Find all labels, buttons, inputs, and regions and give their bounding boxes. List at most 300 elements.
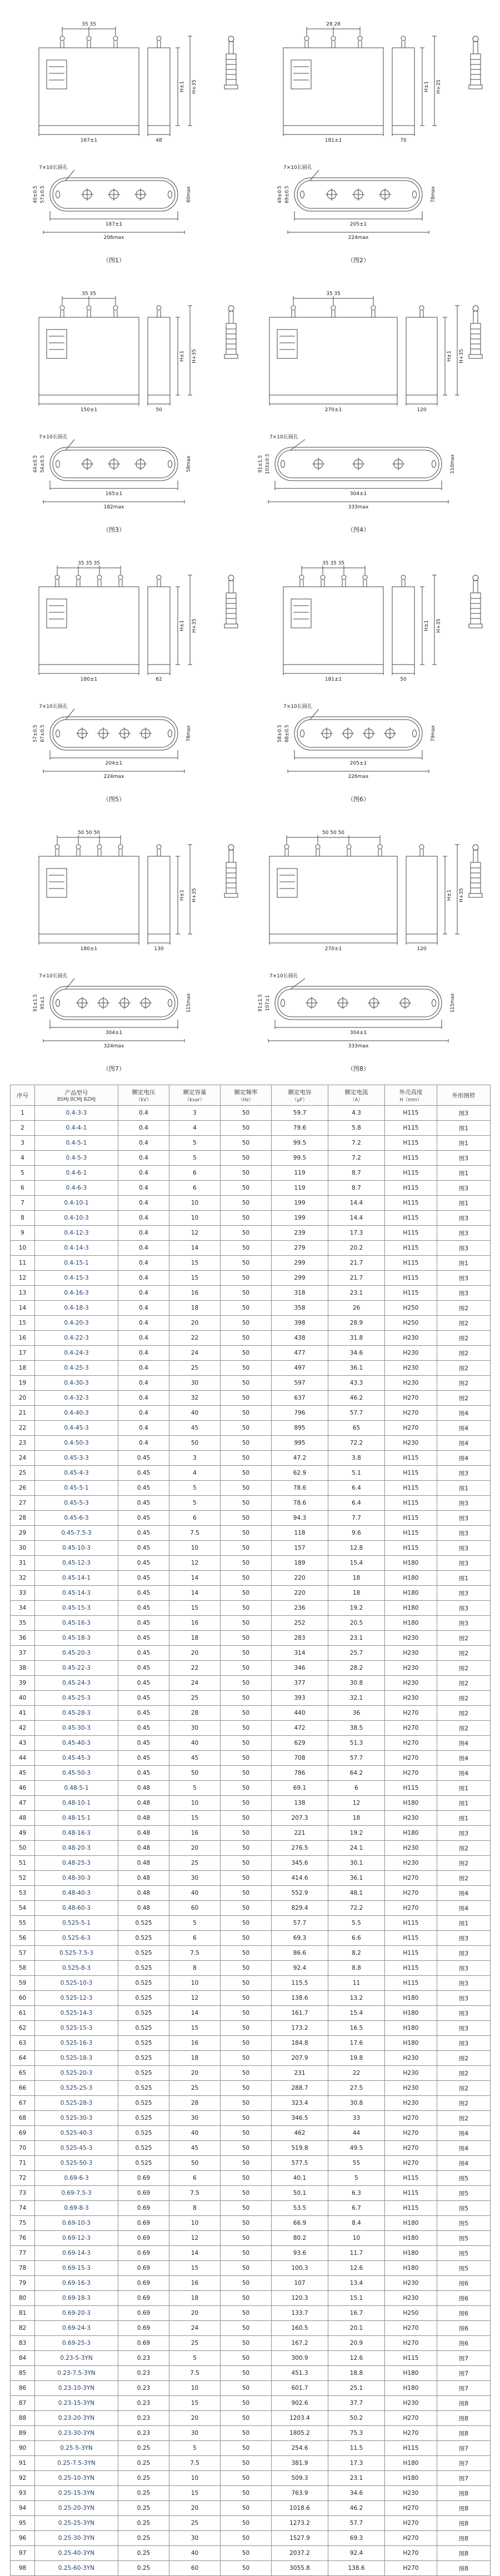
- cell-value: 236: [272, 1601, 328, 1616]
- cell-index: 74: [11, 2201, 35, 2216]
- cell-value: 6: [169, 2171, 221, 2186]
- cell-index: 69: [11, 2126, 35, 2141]
- cell-value: 0.525: [118, 2126, 169, 2141]
- cell-value: 45: [169, 1751, 221, 1766]
- cell-value: 637: [272, 1391, 328, 1406]
- cell-value: H180: [385, 2261, 437, 2276]
- cell-value: 28: [169, 2096, 221, 2111]
- cell-value: H230: [385, 1361, 437, 1376]
- cell-value: H230: [385, 2486, 437, 2501]
- cell-value: 0.23: [118, 2396, 169, 2411]
- figure-7: [6, 812, 244, 1076]
- table-row: [11, 2171, 491, 2186]
- cell-value: 18: [328, 1571, 385, 1586]
- svg-text:69±0.5: 69±0.5: [284, 186, 290, 203]
- cell-model: 0.69-25-3: [35, 2336, 118, 2351]
- cell-index: 46: [11, 1781, 35, 1796]
- cell-value: 0.4: [118, 1331, 169, 1346]
- svg-text:H±1: H±1: [424, 620, 429, 632]
- cell-value: 184.8: [272, 2036, 328, 2051]
- cell-value: 图4: [437, 2156, 491, 2171]
- svg-text:180±1: 180±1: [80, 946, 98, 952]
- cell-value: 15.4: [328, 1556, 385, 1571]
- svg-text:54±0.5: 54±0.5: [40, 455, 46, 473]
- cell-value: 160.5: [272, 2321, 328, 2336]
- figure-5: [6, 542, 244, 806]
- cell-value: 18.8: [328, 2366, 385, 2381]
- table-row: [11, 1256, 491, 1271]
- table-row: [11, 2021, 491, 2036]
- cell-value: 99.5: [272, 1136, 328, 1151]
- cell-value: 图5: [437, 2261, 491, 2276]
- cell-value: 25.1: [328, 2381, 385, 2396]
- svg-text:H+35: H+35: [436, 618, 442, 633]
- svg-text:60max: 60max: [186, 186, 192, 203]
- cell-value: 40: [169, 1886, 221, 1901]
- cell-value: 51.3: [328, 1736, 385, 1751]
- cell-value: 50: [221, 1436, 272, 1451]
- cell-value: 50: [221, 2231, 272, 2246]
- cell-value: 50: [221, 2396, 272, 2411]
- cell-value: 50: [221, 1541, 272, 1556]
- cell-value: 50: [221, 2111, 272, 2126]
- cell-index: 89: [11, 2426, 35, 2441]
- cell-value: 8.7: [328, 1181, 385, 1196]
- cell-value: 7.7: [328, 1511, 385, 1526]
- cell-index: 92: [11, 2471, 35, 2486]
- svg-text:333max: 333max: [348, 505, 369, 510]
- svg-text:H±1: H±1: [447, 350, 452, 362]
- cell-value: 50: [221, 1886, 272, 1901]
- cell-value: 50: [221, 1241, 272, 1256]
- cell-value: 451.3: [272, 2366, 328, 2381]
- cell-value: 377: [272, 1676, 328, 1691]
- cell-value: 9.6: [328, 1526, 385, 1541]
- svg-text:（图1）: （图1）: [103, 257, 125, 264]
- cell-value: 50: [221, 2561, 272, 2576]
- cell-value: 50: [221, 1796, 272, 1811]
- cell-value: 20: [169, 1316, 221, 1331]
- cell-value: 50: [221, 2546, 272, 2561]
- cell-value: 629: [272, 1736, 328, 1751]
- cell-index: 8: [11, 1211, 35, 1226]
- table-row: [11, 1841, 491, 1856]
- cell-value: 50: [221, 2366, 272, 2381]
- cell-value: 图3: [437, 1106, 491, 1121]
- cell-value: 72.2: [328, 1901, 385, 1916]
- table-row: [11, 1556, 491, 1571]
- cell-value: H270: [385, 2546, 437, 2561]
- table-row: [11, 2246, 491, 2261]
- cell-model: 0.525-40-3: [35, 2126, 118, 2141]
- cell-value: 图3: [437, 1556, 491, 1571]
- cell-model: 0.25-5-3YN: [35, 2441, 118, 2456]
- cell-value: H230: [385, 1631, 437, 1646]
- cell-value: 50: [221, 2516, 272, 2531]
- cell-value: 0.4: [118, 1136, 169, 1151]
- cell-value: 16: [169, 2036, 221, 2051]
- cell-value: 图4: [437, 1766, 491, 1781]
- cell-value: 50: [221, 2066, 272, 2081]
- cell-value: 18: [169, 2051, 221, 2066]
- cell-value: 20.5: [328, 1616, 385, 1631]
- cell-value: 252: [272, 1616, 328, 1631]
- svg-text:181±1: 181±1: [324, 677, 342, 682]
- cell-value: H230: [385, 1376, 437, 1391]
- cell-index: 78: [11, 2261, 35, 2276]
- cell-value: H115: [385, 1196, 437, 1211]
- cell-value: 12: [169, 1991, 221, 2006]
- cell-value: 0.45: [118, 1646, 169, 1661]
- cell-value: 7.5: [169, 2186, 221, 2201]
- cell-value: H230: [385, 2051, 437, 2066]
- table-row: [11, 1976, 491, 1991]
- cell-value: 图2: [437, 1391, 491, 1406]
- svg-text:224max: 224max: [103, 774, 124, 780]
- svg-text:58±0.5: 58±0.5: [277, 725, 283, 742]
- cell-value: H270: [385, 2141, 437, 2156]
- cell-value: 图7: [437, 2366, 491, 2381]
- col-header-4: 额定容量 （kvar）: [169, 1085, 221, 1106]
- cell-value: 45: [169, 2141, 221, 2156]
- cell-value: 0.48: [118, 1781, 169, 1796]
- table-row: [11, 1721, 491, 1736]
- cell-model: 0.23-5-3YN: [35, 2351, 118, 2366]
- cell-model: 0.48-5-1: [35, 1781, 118, 1796]
- cell-value: 50: [221, 1136, 272, 1151]
- cell-value: 40: [169, 1736, 221, 1751]
- cell-value: 5.5: [328, 1916, 385, 1931]
- table-row: [11, 2546, 491, 2561]
- cell-index: 36: [11, 1631, 35, 1646]
- cell-value: 24: [169, 2321, 221, 2336]
- cell-value: 0.4: [118, 1436, 169, 1451]
- cell-value: H115: [385, 1241, 437, 1256]
- table-row: [11, 2291, 491, 2306]
- cell-value: 50: [221, 1946, 272, 1961]
- svg-text:57±0.5: 57±0.5: [33, 725, 38, 742]
- cell-value: 图3: [437, 1616, 491, 1631]
- cell-value: 50: [221, 1721, 272, 1736]
- svg-text:（图4）: （图4）: [347, 526, 369, 533]
- cell-value: 图2: [437, 1631, 491, 1646]
- cell-model: 0.69-18-3: [35, 2291, 118, 2306]
- table-row: [11, 1676, 491, 1691]
- cell-model: 0.45-3-3: [35, 1451, 118, 1466]
- cell-value: H115: [385, 1151, 437, 1166]
- cell-index: 38: [11, 1661, 35, 1676]
- cell-value: 0.23: [118, 2381, 169, 2396]
- cell-value: 图8: [437, 2426, 491, 2441]
- svg-text:7×10长圆孔: 7×10长圆孔: [39, 974, 68, 979]
- cell-model: 0.4-25-3: [35, 1361, 118, 1376]
- cell-value: H115: [385, 2201, 437, 2216]
- cell-index: 85: [11, 2366, 35, 2381]
- table-row: [11, 1631, 491, 1646]
- cell-value: 50.2: [328, 2411, 385, 2426]
- cell-value: 24.1: [328, 1841, 385, 1856]
- table-row: [11, 1286, 491, 1301]
- cell-index: 1: [11, 1106, 35, 1121]
- cell-value: H180: [385, 2036, 437, 2051]
- table-row: [11, 2186, 491, 2201]
- cell-value: H115: [385, 1916, 437, 1931]
- cell-index: 3: [11, 1136, 35, 1151]
- col-header-1: 序号: [11, 1085, 35, 1106]
- cell-index: 72: [11, 2171, 35, 2186]
- cell-value: H270: [385, 1871, 437, 1886]
- cell-model: 0.25-60-3YN: [35, 2561, 118, 2576]
- cell-value: H270: [385, 2426, 437, 2441]
- cell-value: 30: [169, 2531, 221, 2546]
- cell-value: H180: [385, 2381, 437, 2396]
- cell-model: 0.4-5-3: [35, 1151, 118, 1166]
- col-header-6: 额定电容 （μF）: [272, 1085, 328, 1106]
- cell-value: 图2: [437, 1376, 491, 1391]
- cell-model: 0.4-12-3: [35, 1226, 118, 1241]
- svg-text:62: 62: [156, 677, 162, 682]
- cell-value: H115: [385, 2441, 437, 2456]
- cell-value: H230: [385, 1661, 437, 1676]
- cell-value: 0.25: [118, 2471, 169, 2486]
- cell-value: 13.2: [328, 1991, 385, 2006]
- cell-model: 0.25-30-3YN: [35, 2531, 118, 2546]
- cell-value: 45: [169, 1421, 221, 1436]
- cell-value: 472: [272, 1721, 328, 1736]
- cell-value: 50: [221, 1406, 272, 1421]
- svg-text:57±0.5: 57±0.5: [40, 186, 46, 203]
- cell-value: 50: [221, 1376, 272, 1391]
- cell-value: 50: [221, 1526, 272, 1541]
- table-row: [11, 2321, 491, 2336]
- cell-value: 0.45: [118, 1601, 169, 1616]
- cell-value: 图1: [437, 1916, 491, 1931]
- cell-value: 25: [169, 2081, 221, 2096]
- cell-value: 图2: [437, 2081, 491, 2096]
- cell-value: 图3: [437, 2006, 491, 2021]
- cell-value: 20.1: [328, 2321, 385, 2336]
- cell-value: 图2: [437, 1691, 491, 1706]
- cell-value: 图3: [437, 1946, 491, 1961]
- cell-value: H270: [385, 1406, 437, 1421]
- cell-value: 75.3: [328, 2426, 385, 2441]
- cell-value: 0.525: [118, 2111, 169, 2126]
- cell-model: 0.69-15-3: [35, 2261, 118, 2276]
- cell-model: 0.45-28-3: [35, 1706, 118, 1721]
- cell-model: 0.45-15-3: [35, 1601, 118, 1616]
- cell-value: 图1: [437, 1571, 491, 1586]
- cell-value: 图7: [437, 2456, 491, 2471]
- svg-text:224max: 224max: [348, 235, 369, 241]
- cell-value: H115: [385, 1256, 437, 1271]
- cell-value: 0.45: [118, 1556, 169, 1571]
- cell-value: 26: [328, 1301, 385, 1316]
- cell-value: 图1: [437, 1136, 491, 1151]
- svg-text:50 50 50: 50 50 50: [322, 830, 345, 836]
- table-row: [11, 2036, 491, 2051]
- cell-value: 图2: [437, 1871, 491, 1886]
- cell-value: 30.8: [328, 2096, 385, 2111]
- cell-value: 4: [169, 1466, 221, 1481]
- cell-value: 0.4: [118, 1181, 169, 1196]
- cell-value: 0.25: [118, 2441, 169, 2456]
- cell-value: 50: [221, 1916, 272, 1931]
- cell-value: 18: [328, 1586, 385, 1601]
- cell-value: 25: [169, 2516, 221, 2531]
- cell-value: 19.8: [328, 2051, 385, 2066]
- cell-model: 0.4-15-3: [35, 1271, 118, 1286]
- svg-text:70: 70: [400, 138, 407, 143]
- cell-value: 50: [221, 1511, 272, 1526]
- cell-index: 79: [11, 2276, 35, 2291]
- table-row: [11, 2231, 491, 2246]
- cell-value: H270: [385, 1886, 437, 1901]
- svg-text:H+35: H+35: [192, 349, 197, 363]
- cell-index: 47: [11, 1796, 35, 1811]
- table-row: [11, 2561, 491, 2576]
- cell-index: 34: [11, 1601, 35, 1616]
- cell-index: 24: [11, 1451, 35, 1466]
- table-row: [11, 1226, 491, 1241]
- table-row: [11, 2531, 491, 2546]
- cell-value: 50: [221, 1226, 272, 1241]
- cell-value: H115: [385, 1526, 437, 1541]
- cell-value: H270: [385, 2531, 437, 2546]
- cell-value: 0.4: [118, 1301, 169, 1316]
- table-row: [11, 1241, 491, 1256]
- table-row: [11, 2471, 491, 2486]
- cell-value: 279: [272, 1241, 328, 1256]
- cell-value: 图6: [437, 2321, 491, 2336]
- cell-value: 15: [169, 2261, 221, 2276]
- table-row: [11, 1931, 491, 1946]
- cell-index: 7: [11, 1196, 35, 1211]
- cell-value: 5: [169, 1496, 221, 1511]
- cell-value: 50: [221, 2336, 272, 2351]
- cell-value: 图7: [437, 2471, 491, 2486]
- cell-value: 36.1: [328, 1361, 385, 1376]
- table-row: [11, 1661, 491, 1676]
- figure-2: [250, 3, 489, 267]
- cell-index: 87: [11, 2396, 35, 2411]
- cell-value: 7.5: [169, 1526, 221, 1541]
- cell-value: 图8: [437, 2501, 491, 2516]
- cell-index: 86: [11, 2381, 35, 2396]
- cell-value: 10: [169, 1976, 221, 1991]
- cell-index: 4: [11, 1151, 35, 1166]
- cell-value: 图8: [437, 2546, 491, 2561]
- svg-text:7×10长圆孔: 7×10长圆孔: [269, 974, 298, 979]
- cell-value: 20: [169, 2411, 221, 2426]
- cell-value: 10: [169, 2471, 221, 2486]
- cell-model: 0.4-6-1: [35, 1166, 118, 1181]
- cell-value: H180: [385, 1991, 437, 2006]
- cell-value: 64.2: [328, 1766, 385, 1781]
- cell-value: 图4: [437, 1436, 491, 1451]
- cell-value: 5: [169, 1151, 221, 1166]
- cell-value: 0.4: [118, 1121, 169, 1136]
- cell-index: 82: [11, 2321, 35, 2336]
- cell-value: 0.4: [118, 1421, 169, 1436]
- svg-text:48: 48: [156, 138, 162, 143]
- cell-value: 55: [328, 2156, 385, 2171]
- cell-value: 图1: [437, 1196, 491, 1211]
- cell-index: 55: [11, 1916, 35, 1931]
- cell-value: 7.5: [169, 2456, 221, 2471]
- cell-value: 14.4: [328, 1196, 385, 1211]
- cell-value: 图2: [437, 1676, 491, 1691]
- cell-index: 60: [11, 1991, 35, 2006]
- cell-value: 图3: [437, 1511, 491, 1526]
- cell-value: 62.9: [272, 1466, 328, 1481]
- cell-value: 50: [221, 1646, 272, 1661]
- cell-model: 0.25-7.5-3YN: [35, 2456, 118, 2471]
- cell-value: 50: [221, 2141, 272, 2156]
- cell-value: 189: [272, 1556, 328, 1571]
- svg-text:180±1: 180±1: [80, 677, 98, 682]
- cell-value: 50: [221, 1856, 272, 1871]
- cell-value: 300.9: [272, 2351, 328, 2366]
- cell-value: 20.2: [328, 1241, 385, 1256]
- table-row: [11, 1781, 491, 1796]
- cell-value: H115: [385, 1106, 437, 1121]
- svg-text:H±1: H±1: [424, 81, 429, 93]
- cell-value: 50: [221, 2126, 272, 2141]
- svg-text:35 35: 35 35: [82, 22, 96, 27]
- cell-value: 0.69: [118, 2321, 169, 2336]
- cell-value: 14: [169, 1586, 221, 1601]
- cell-value: 50: [221, 2531, 272, 2546]
- cell-value: H180: [385, 2471, 437, 2486]
- svg-text:H+35: H+35: [459, 349, 464, 363]
- cell-value: H180: [385, 2021, 437, 2036]
- figure-3: [6, 273, 244, 537]
- cell-value: 图2: [437, 1331, 491, 1346]
- cell-model: 0.48-40-3: [35, 1886, 118, 1901]
- cell-value: 3: [169, 1451, 221, 1466]
- cell-value: 50: [221, 1271, 272, 1286]
- cell-value: 图2: [437, 1706, 491, 1721]
- cell-value: H180: [385, 2456, 437, 2471]
- cell-value: H270: [385, 2516, 437, 2531]
- cell-model: 0.525-18-3: [35, 2051, 118, 2066]
- figure-6: [250, 542, 489, 806]
- cell-model: 0.45-25-3: [35, 1691, 118, 1706]
- cell-model: 0.4-10-3: [35, 1211, 118, 1226]
- cell-value: H180: [385, 1601, 437, 1616]
- cell-value: H180: [385, 2216, 437, 2231]
- cell-value: H115: [385, 1166, 437, 1181]
- cell-value: 0.69: [118, 2291, 169, 2306]
- cell-model: 0.525-20-3: [35, 2066, 118, 2081]
- cell-value: 138: [272, 1796, 328, 1811]
- svg-text:（图6）: （图6）: [347, 796, 369, 803]
- cell-value: 50: [221, 2486, 272, 2501]
- cell-index: 22: [11, 1421, 35, 1436]
- cell-value: 8: [169, 1961, 221, 1976]
- cell-value: H115: [385, 1511, 437, 1526]
- cell-value: 20: [169, 2066, 221, 2081]
- svg-text:（图5）: （图5）: [103, 796, 125, 803]
- cell-value: 5.8: [328, 1121, 385, 1136]
- cell-value: 0.4: [118, 1391, 169, 1406]
- cell-value: 107: [272, 2276, 328, 2291]
- cell-value: 50: [221, 1601, 272, 1616]
- svg-text:270±1: 270±1: [324, 407, 342, 413]
- cell-value: 11.5: [328, 2441, 385, 2456]
- cell-value: 0.525: [118, 1961, 169, 1976]
- cell-value: 50: [221, 2351, 272, 2366]
